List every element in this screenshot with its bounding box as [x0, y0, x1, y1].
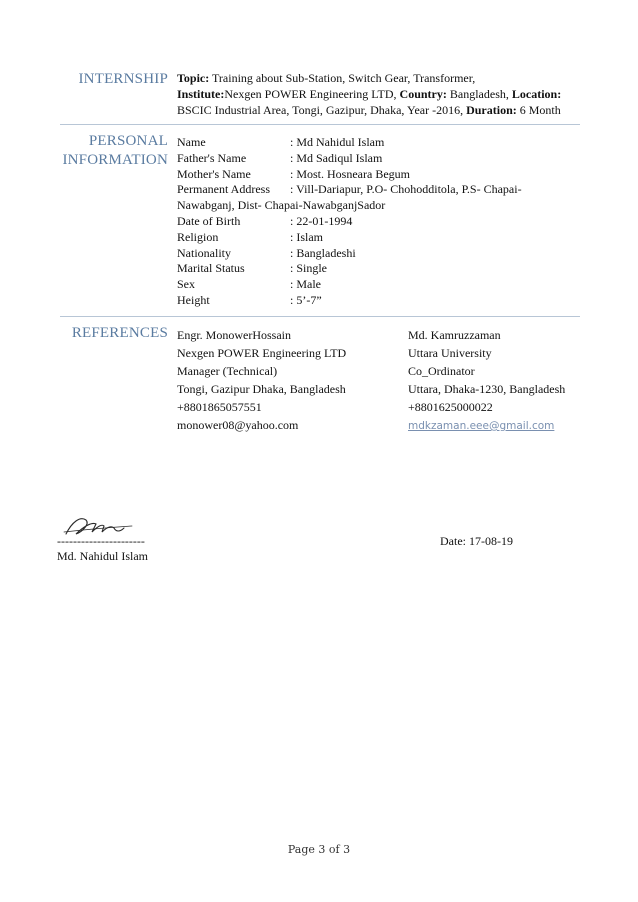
info-value: : 22-01-1994: [290, 213, 353, 228]
internship-heading: INTERNSHIP: [78, 71, 168, 87]
signature-date: Date: 17-08-19: [440, 534, 513, 548]
signature-dashes: ----------------------: [57, 534, 145, 548]
personal-heading: [62, 132, 168, 170]
info-row-father: [177, 151, 577, 167]
info-row-address: [177, 182, 577, 198]
ref2-phone: +8801625000022: [408, 400, 493, 414]
ref1-address: Tongi, Gazipur Dhaka, Bangladesh: [177, 382, 346, 396]
info-value: : Male: [290, 277, 321, 292]
info-key: Father's Name: [177, 150, 247, 165]
ref1-phone: +8801865057551: [177, 400, 262, 414]
info-value: : Md Nahidul Islam: [290, 135, 385, 149]
divider-2: [60, 316, 580, 317]
location-value: BSCIC Industrial Area, Tongi, Gazipur, Dhaka, Year -2016,: [177, 102, 467, 117]
internship-details: [177, 71, 561, 118]
info-value: : 5’-7”: [290, 292, 322, 307]
info-key: Name: [177, 135, 206, 149]
info-key: Date of Birth: [177, 213, 241, 228]
info-key: Nawabganj, Dist- Chapai-NawabganjSador: [177, 198, 386, 213]
institute-value: Nexgen POWER Engineering LTD,: [224, 86, 400, 101]
info-row-nationality: [177, 246, 577, 262]
info-key: Height: [177, 292, 210, 307]
page-number: Page 3 of 3: [287, 843, 351, 856]
topic-label: Topic:: [177, 71, 210, 85]
info-row-sex: [177, 277, 577, 293]
info-key: Religion: [177, 229, 219, 244]
reference-2: [408, 326, 565, 435]
info-value: : Most. Hosneara Begum: [290, 166, 410, 181]
ref1-email: monower08@yahoo.com: [177, 418, 299, 432]
personal-info-list: [177, 135, 577, 309]
info-row-religion: [177, 230, 577, 246]
info-row-name: [177, 135, 577, 151]
info-row-height: [177, 293, 577, 309]
ref1-title: Manager (Technical): [177, 364, 278, 378]
info-row-address-cont: [177, 198, 577, 214]
ref2-address: Uttara, Dhaka-1230, Bangladesh: [408, 382, 566, 396]
info-key: Nationality: [177, 245, 231, 260]
info-row-mother: [177, 167, 577, 183]
info-row-dob: [177, 214, 577, 230]
reference-1: [177, 326, 346, 434]
info-key: Permanent Address: [177, 182, 270, 197]
info-value: : Single: [290, 261, 328, 276]
institute-label: Institute:: [177, 86, 225, 101]
info-value: : Vill-Dariapur, P.O- Chohodditola, P.S- Chapai-: [290, 182, 522, 197]
info-value: : Islam: [290, 229, 323, 244]
ref2-name: Md. Kamruzzaman: [408, 328, 501, 342]
signature-name: Md. Nahidul Islam: [57, 549, 148, 563]
ref2-org: Uttara University: [408, 346, 492, 360]
ref1-name: Engr. MonowerHossain: [177, 328, 291, 342]
duration-label: Duration:: [466, 102, 517, 117]
divider-1: [60, 124, 580, 125]
info-key: Marital Status: [177, 261, 245, 276]
country-value: Bangladesh,: [446, 86, 512, 101]
references-heading: REFERENCES: [71, 325, 168, 341]
country-label: Country:: [399, 86, 447, 101]
info-key: Sex: [177, 277, 195, 292]
info-key: Mother's Name: [177, 166, 251, 181]
location-label: Location:: [511, 86, 562, 101]
ref1-org: Nexgen POWER Engineering LTD: [177, 346, 347, 360]
info-row-marital: [177, 261, 577, 277]
personal-heading-line2: INFORMATION: [62, 152, 168, 168]
personal-heading-line1: PERSONAL: [88, 133, 168, 149]
info-value: : Bangladeshi: [290, 245, 356, 260]
ref2-email-link[interactable]: mdkzaman.eee@gmail.com: [408, 420, 555, 432]
ref2-title: Co_Ordinator: [408, 364, 475, 378]
info-value: : Md Sadiqul Islam: [290, 150, 383, 165]
topic-value: Training about Sub-Station, Switch Gear, Transformer,: [209, 71, 476, 85]
duration-value: 6 Month: [516, 102, 561, 117]
